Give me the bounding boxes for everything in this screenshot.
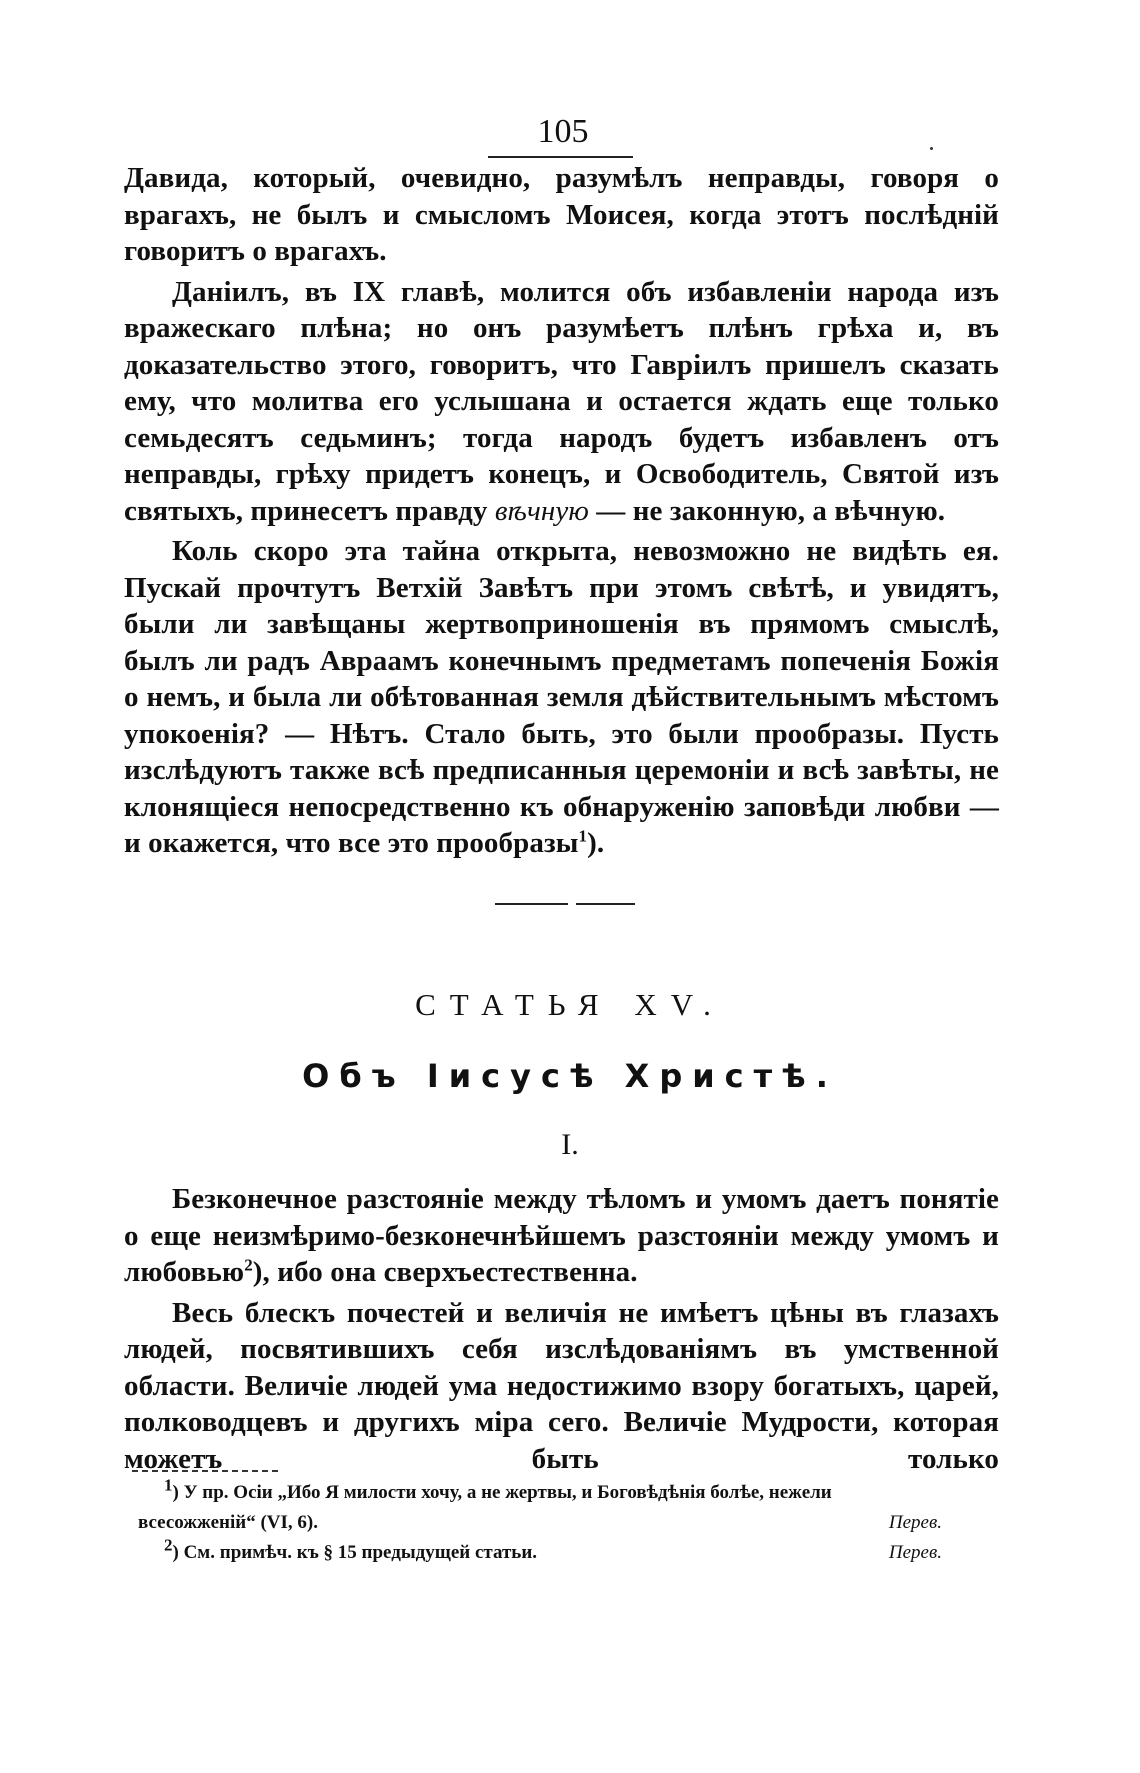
footnote-1: [140, 1475, 950, 1508]
footnote-1-cont: всесожженiй“ (VI, 6).: [138, 1512, 318, 1533]
paragraph-david: Давида, который, очевидно, разумѣлъ неправды, говоря о врагахъ, не былъ и смысломъ Моисея, когда этотъ послѣднiй говоритъ о врагахъ.: [124, 162, 999, 267]
top-text: [124, 160, 999, 862]
paragraph-daniel: [124, 274, 999, 530]
paragraph-distance: [124, 1181, 999, 1291]
divider-gap: [568, 900, 576, 906]
footnotes: [138, 1475, 950, 1568]
page-header: [488, 112, 638, 152]
paragraph-mystery-end: ).: [587, 827, 605, 859]
section-divider: [495, 903, 635, 905]
body-text: [124, 1181, 999, 1477]
paragraph-mystery: [124, 533, 999, 862]
paragraph-distance-end: ), ибо она сверхъестественна.: [252, 1256, 638, 1288]
article-title: Объ Iисусѣ Христѣ.: [302, 1057, 838, 1095]
footnote-1-row: [140, 1508, 950, 1538]
ink-speck: [930, 147, 933, 150]
footnote-ref-2: 2: [244, 1255, 253, 1275]
footnote-1-mark: 1: [164, 1475, 173, 1495]
footnote-2: [164, 1535, 538, 1568]
footnote-rule: [132, 1470, 278, 1472]
page-number: 105: [537, 113, 589, 150]
section-number: I.: [561, 1128, 579, 1161]
footnote-2-signature: Перев.: [888, 1542, 942, 1563]
paragraph-daniel-end: — не законную, а вѣчную.: [596, 494, 946, 527]
paragraph-mystery-text: Коль скоро эта тайна открыта, невозможно не видѣть ея. Пускай прочтутъ Ветхiй Завѣтъ при этомъ свѣтѣ, и увидятъ, были ли завѣщаны жертвоприношенiя въ прямомъ смыслѣ, былъ ли радъ Авраамъ конечнымъ предметамъ попеченiя Божiя о немъ, и была ли обѣтованная земля дѣйствительнымъ мѣстомъ упокоенiя? — Нѣтъ. Стало быть, это были прообразы. Пусть изслѣдуютъ также всѣ предписанныя церемонiи и всѣ завѣты, не клонящiеся непосредственно къ обнаруженiю заповѣди любви — и окажется, что все это прообразы: [124, 535, 999, 859]
footnote-ref-1: 1: [578, 826, 588, 846]
header-rule: [488, 156, 633, 158]
footnote-1-signature: Перев.: [888, 1512, 942, 1533]
footnote-1-text: ) У пр. Осiи „Ибо Я милости хочу, а не жертвы, и Боговѣдѣнiя болѣе, нежели: [172, 1482, 832, 1503]
italic-word: вѣчную: [494, 494, 589, 527]
paragraph-glory: Весь блескъ почестей и величiя не имѣетъ цѣны въ глазахъ людей, посвятившихъ себя изслѣдованiямъ въ умственной области. Величiе людей ума недостижимо взору богатыхъ, царей, полководцевъ и другихъ мiра сего. Величiе Мудрости, которая можетъ быть только: [124, 1296, 999, 1475]
footnote-2-row: [140, 1535, 950, 1568]
article-label: СТАТЬЯ XV.: [415, 987, 725, 1022]
footnote-2-mark: 2: [164, 1535, 173, 1555]
paragraph-daniel-text: Данiилъ, въ IX главѣ, молится объ избавленiи народа изъ вражескаго плѣна; но онъ разумѣетъ плѣнъ грѣха и, въ доказательство этого, говоритъ, что Гаврiилъ пришелъ сказать ему, что молитва его услышана и остается ждать еще только семьдесятъ седьминъ; тогда народъ будетъ избавленъ отъ неправды, грѣху придетъ конецъ, и Освободитель, Святой изъ святыхъ, принесетъ правду: [124, 275, 999, 527]
paragraph-distance-text: Безконечное разстоянiе между тѣломъ и умомъ даетъ понятiе о еще неизмѣримо-безконечнѣйшемъ разстоянiи между умомъ и любовью: [124, 1183, 999, 1288]
footnote-2-text: ) См. примѣч. къ § 15 предыдущей статьи.: [172, 1542, 538, 1563]
